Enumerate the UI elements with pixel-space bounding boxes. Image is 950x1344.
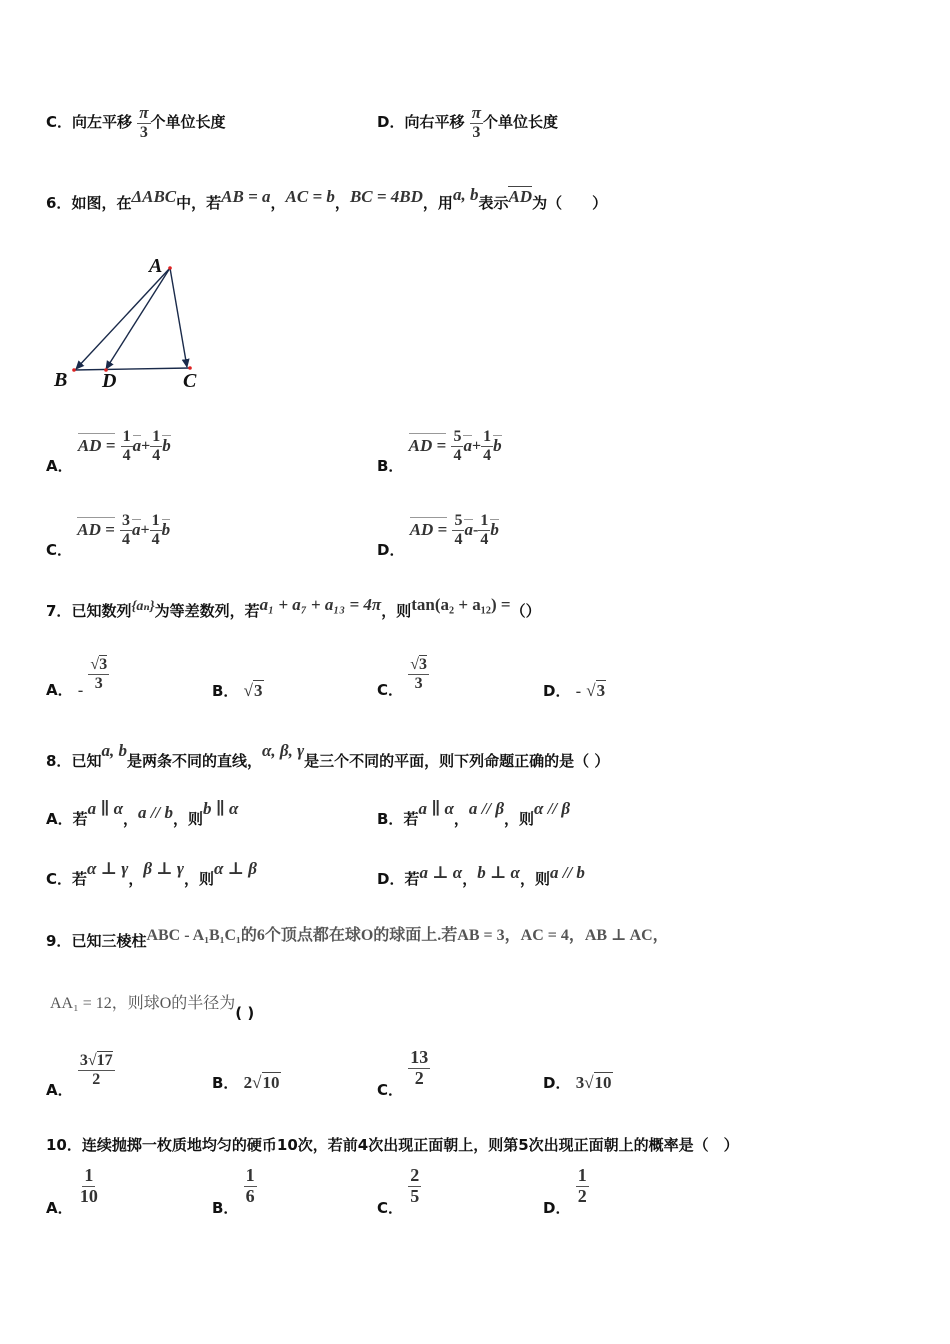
option-label: D． — [377, 540, 405, 559]
stem-text: ，用 — [422, 194, 453, 212]
math-expr: α ⊥ γ — [87, 859, 129, 878]
vector: a — [132, 519, 141, 539]
fraction — [137, 104, 150, 141]
label-d: D — [102, 370, 117, 392]
q6-stem — [46, 185, 608, 213]
math-expr: AC = b — [285, 187, 335, 206]
option-label: A． — [46, 456, 73, 475]
coefficient: 3 — [575, 1073, 585, 1092]
fraction: $\frac{√3}{3}$ — [410, 656, 428, 692]
q6-option-a[interactable] — [46, 428, 171, 475]
radicand: 10 — [262, 1073, 280, 1092]
option-label: D． — [543, 682, 571, 700]
q9-stem-line2 — [50, 990, 255, 1022]
radicand: 3 — [99, 656, 108, 673]
numerator: 1 — [84, 1165, 94, 1185]
denominator: 3 — [94, 674, 103, 692]
math-expr: a₁ + a₇ + a₁₃ = 4π — [259, 595, 382, 614]
stem-text: ， — [334, 194, 350, 212]
q9-option-a[interactable] — [46, 1052, 115, 1099]
fraction — [481, 428, 493, 464]
math-expr: BC = 4BD — [349, 187, 423, 206]
q8-option-d[interactable] — [377, 863, 585, 889]
math-expr: AA₁ = 12，则球O的半径为 — [50, 995, 236, 1012]
option-text: 若 — [72, 810, 88, 828]
lhs: AD = — [409, 433, 447, 455]
option-text: ， — [128, 870, 144, 888]
q9-stem — [46, 928, 669, 951]
vector: b — [493, 435, 502, 455]
denominator: 2 — [414, 1067, 424, 1088]
operator: - — [472, 521, 479, 539]
option-label: A． — [46, 1080, 73, 1099]
sqrt: √3 — [586, 681, 606, 700]
coefficient: 2 — [243, 1073, 253, 1092]
math-expr: a // β — [468, 799, 505, 818]
option-label: D． — [377, 113, 405, 132]
fraction — [576, 1166, 589, 1207]
operator: + — [471, 437, 482, 455]
option-label: A． — [46, 680, 73, 699]
stem-text: 已知 — [71, 752, 102, 770]
option-text: 若 — [404, 870, 420, 888]
option-text: ， — [453, 810, 469, 828]
q7-option-a[interactable] — [46, 656, 109, 699]
sign: - — [77, 681, 84, 699]
q5-option-c[interactable] — [46, 104, 226, 141]
numerator: 13 — [410, 1047, 429, 1067]
fraction — [451, 428, 463, 464]
math-expr: AB = a — [221, 187, 271, 206]
option-label: A． — [46, 810, 73, 828]
option-text: 个单位长度 — [482, 113, 558, 132]
numerator: 1 — [151, 512, 160, 529]
question-number: 8． — [46, 752, 72, 770]
vector: a — [464, 519, 473, 539]
triangle-figure — [50, 250, 210, 395]
radicand: 17 — [96, 1052, 113, 1069]
q6-option-d[interactable] — [377, 512, 499, 559]
math-expr: a, b — [101, 741, 127, 760]
stem-text: 连续抛掷一枚质地均匀的硬币10次，若前4次出现正面朝上，则第5次出现正面朝上的概率是（ ） — [81, 1136, 739, 1154]
denominator: 6 — [245, 1185, 255, 1206]
math-expr: a ∥ α — [418, 799, 454, 818]
q7-option-d[interactable] — [543, 680, 606, 701]
sqrt: 2√10 — [243, 1073, 280, 1092]
option-label: C． — [46, 113, 73, 132]
fraction: $\frac{3√17}{2}$ — [79, 1052, 113, 1088]
label-a: A — [149, 255, 163, 277]
q5-option-d[interactable] — [377, 104, 558, 141]
denominator: 3 — [414, 674, 423, 692]
math-expr: a // b — [138, 803, 173, 822]
math-expr: ABC - A₁B₁C₁的6个顶点都在球O的球面上.若AB = 3，AC = 4，AB ⊥ AC， — [146, 927, 669, 944]
stem-text: ，则 — [381, 602, 412, 620]
numerator: 5 — [454, 512, 463, 529]
stem-text: （） — [510, 602, 541, 620]
fraction: $\frac{√3}{3}$ — [90, 656, 108, 692]
vector-ad: AD — [508, 187, 533, 206]
vector-ac — [170, 268, 187, 367]
math-expr: ΔABC — [131, 187, 177, 206]
option-text: 向左平移 — [72, 113, 133, 132]
lhs: AD = — [410, 517, 448, 539]
math-expr: β ⊥ γ — [143, 859, 184, 878]
denominator: 4 — [453, 446, 462, 464]
option-label: B． — [212, 1198, 239, 1217]
math-expr: b ⊥ α — [477, 863, 520, 882]
vector: b — [161, 519, 171, 539]
denominator: 4 — [483, 446, 492, 464]
stem-text: 是三个不同的平面，则下列命题正确的是（ ） — [304, 752, 610, 770]
option-label: C． — [46, 540, 73, 559]
fraction — [150, 428, 162, 464]
q10-option-c[interactable] — [377, 1165, 421, 1217]
option-text: 向右平移 — [404, 113, 465, 132]
q7-option-c[interactable] — [377, 656, 429, 699]
denominator: 3 — [472, 123, 481, 141]
option-label: D． — [543, 1198, 571, 1217]
option-text: 若 — [403, 810, 419, 828]
option-label: B． — [212, 682, 239, 700]
numerator: 5 — [453, 428, 462, 445]
point-b — [72, 368, 76, 372]
question-number: 10． — [46, 1136, 82, 1154]
q10-option-a[interactable] — [46, 1165, 100, 1217]
denominator: 3 — [139, 123, 148, 141]
denominator: 4 — [152, 446, 161, 464]
stem-text: 已知三棱柱 — [71, 932, 147, 950]
numerator: 1 — [480, 512, 489, 529]
math-expr: a ∥ α — [87, 799, 124, 818]
option-label: A． — [46, 1198, 73, 1217]
option-text: 若 — [72, 870, 88, 888]
option-text: ，则 — [504, 810, 535, 828]
math-expr: a ⊥ α — [419, 863, 463, 882]
option-label: B． — [377, 810, 404, 828]
math-expr: α // β — [534, 799, 571, 818]
sqrt: 3√10 — [575, 1073, 612, 1092]
math-expr: b ∥ α — [203, 799, 239, 818]
stem-text: 是两条不同的直线， — [126, 752, 262, 770]
option-text: 个单位长度 — [150, 113, 226, 132]
option-label: D． — [543, 1074, 571, 1092]
denominator: 10 — [79, 1185, 98, 1206]
vector: b — [490, 519, 499, 539]
fraction — [121, 428, 133, 464]
q10-option-b[interactable] — [212, 1165, 257, 1217]
q9-option-d[interactable] — [543, 1072, 613, 1093]
option-text: ，则 — [183, 870, 214, 888]
lhs: AD = — [77, 517, 115, 539]
q7-option-b[interactable] — [212, 680, 264, 701]
q9-option-b[interactable] — [212, 1072, 281, 1093]
denominator: 4 — [151, 530, 160, 548]
stem-text: 为（ ） — [532, 194, 608, 212]
math-expr: {aₙ} — [131, 599, 155, 614]
option-label: C． — [46, 870, 73, 888]
fraction — [78, 1166, 100, 1207]
option-label: B． — [212, 1074, 239, 1092]
question-number: 9． — [46, 932, 72, 950]
fraction — [408, 1048, 430, 1089]
coefficient: 3 — [79, 1052, 88, 1069]
denominator: 4 — [122, 530, 131, 548]
label-b: B — [54, 369, 68, 391]
numerator: 2 — [410, 1165, 420, 1185]
option-text: ，则 — [173, 810, 204, 828]
operator: + — [140, 521, 150, 539]
denominator: 4 — [454, 530, 463, 548]
q10-option-d[interactable] — [543, 1165, 589, 1217]
denominator: 4 — [122, 446, 131, 464]
fraction — [244, 1166, 257, 1207]
q8-option-c[interactable] — [46, 859, 257, 889]
denominator: 2 — [577, 1185, 587, 1206]
math-expr: α ⊥ β — [213, 859, 257, 878]
radicand: 3 — [596, 681, 606, 700]
fraction — [408, 1166, 421, 1207]
fraction — [478, 512, 490, 548]
lhs: AD = — [78, 433, 116, 455]
vector-ad-line — [106, 268, 170, 369]
stem-text: 中，若 — [176, 194, 222, 212]
vector: a — [463, 435, 472, 455]
operator: + — [141, 437, 151, 455]
numerator: 1 — [483, 428, 492, 445]
denominator: 5 — [410, 1185, 420, 1206]
radicand: 10 — [594, 1073, 612, 1092]
q7-stem — [46, 595, 541, 621]
radicand: 3 — [419, 656, 428, 673]
option-label: C． — [377, 680, 404, 699]
question-number: 7． — [46, 602, 72, 620]
numerator: π — [471, 103, 481, 122]
math-expr: a // b — [549, 863, 585, 882]
numerator: 1 — [577, 1165, 587, 1185]
math-expr: α, β, γ — [261, 741, 305, 760]
stem-text: ， — [270, 194, 286, 212]
label-c: C — [183, 370, 197, 392]
q6-option-b[interactable] — [377, 428, 502, 475]
fraction — [150, 512, 162, 548]
question-number: 6． — [46, 194, 72, 212]
numerator: 3 — [122, 512, 131, 529]
sqrt: √3 — [243, 681, 263, 700]
numerator: 1 — [122, 428, 131, 445]
math-expr: tan(a₂ + a₁₂) = — [411, 595, 511, 614]
segment-bc — [74, 368, 190, 370]
stem-text: 已知数列 — [71, 602, 132, 620]
stem-text: 如图，在 — [71, 194, 132, 212]
vector: a — [132, 435, 142, 455]
fraction — [470, 104, 483, 141]
option-label: B． — [377, 456, 404, 475]
denominator: 4 — [480, 530, 489, 548]
option-text: ， — [123, 810, 139, 828]
q6-option-c[interactable] — [46, 512, 171, 559]
numerator: π — [139, 103, 149, 122]
sign: - — [575, 683, 582, 700]
vector-ab — [76, 268, 170, 369]
option-text: ，则 — [519, 870, 550, 888]
option-label: C． — [377, 1198, 404, 1217]
vector: b — [162, 435, 171, 455]
option-label: C． — [377, 1080, 404, 1099]
stem-text: 为等差数列，若 — [154, 602, 260, 620]
q8-stem — [46, 741, 610, 771]
option-text: ， — [462, 870, 478, 888]
numerator: 1 — [245, 1165, 255, 1185]
stem-text: 表示 — [478, 194, 509, 212]
q10-stem — [46, 1134, 739, 1155]
q8-option-b[interactable] — [377, 799, 571, 829]
numerator: 1 — [152, 428, 161, 445]
fraction — [452, 512, 464, 548]
point-a — [168, 266, 172, 270]
q9-option-c[interactable] — [377, 1047, 430, 1099]
denominator: 2 — [92, 1070, 101, 1088]
q8-option-a[interactable] — [46, 799, 239, 829]
radicand: 3 — [254, 681, 263, 700]
math-expr: a, b — [452, 185, 479, 204]
fraction — [120, 512, 132, 548]
answer-paren: ( ) — [235, 1004, 255, 1022]
option-label: D． — [377, 870, 405, 888]
